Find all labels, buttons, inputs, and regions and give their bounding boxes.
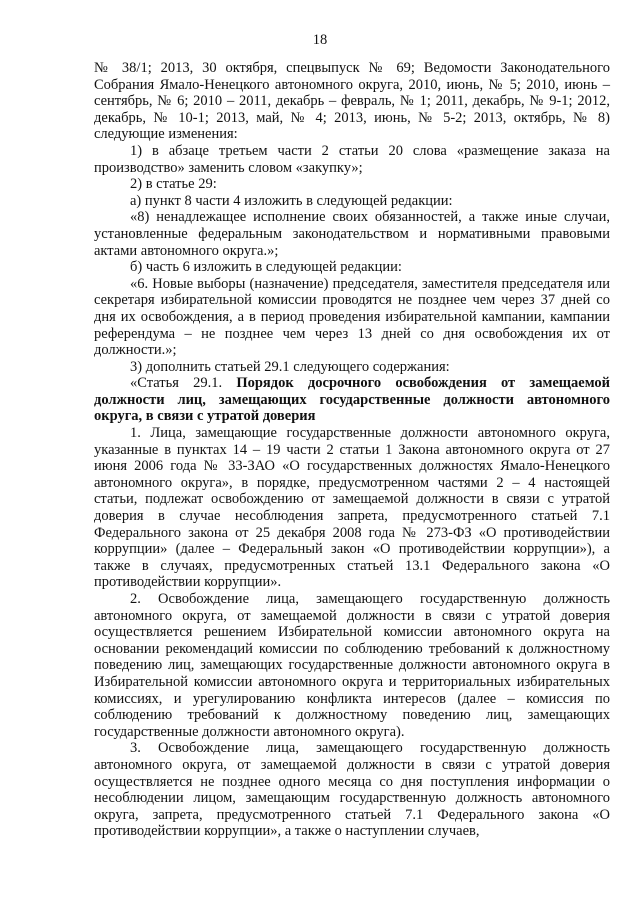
- clause-1: 1. Лица, замещающие государственные должности автономного округа, указанные в пунктах 14 – 19 части 2 статьи 1 Закона автономного округа от 27 июня 2006 года № 33-ЗАО «О государственных должностях Ямало-Ненецкого автономного округа», в порядке, предусмотренном частями 2 – 4 настоящей статьи, подлежат освобождению от замещаемой должности в связи с утратой доверия в случае несоблюдения запрета, предусмотренного статьей 7.1 Федерального закона от 25 декабря 2008 года № 273-ФЗ «О противодействии коррупции» (далее – Федеральный закон «О противодействии коррупции»), а также в случаях, предусмотренных статьей 13.1 Федерального закона «О противодействии коррупции».: [94, 425, 610, 591]
- paragraph-quote-8: «8) ненадлежащее исполнение своих обязанностей, а также иные случаи, установленные федеральным законодательством и нормативными правовыми актами автономного округа.»;: [94, 209, 610, 259]
- clause-3: 3. Освобождение лица, замещающего государственную должность автономного округа, от замещаемой должности в связи с утратой доверия осуществляется не позднее одного месяца со дня поступления информации о несоблюдении лицом, замещающим государственную должность автономного округа, запрета, предусмотренного статьей 7.1 Федерального закона «О противодействии коррупции», а также о наступлении случаев,: [94, 740, 610, 840]
- paragraph-item-2: 2) в статье 29:: [130, 176, 217, 193]
- paragraph-quote-6: «6. Новые выборы (назначение) председателя, заместителя председателя или секретаря избирательной комиссии проводятся не позднее чем через 37 дней со дня их освобождения, а в период проведения избирательной кампании, кампании референдума – не позднее чем через 13 дней со дня освобождения их от должности.»;: [94, 275, 610, 359]
- article-title: [94, 375, 610, 425]
- clause-2: 2. Освобождение лица, замещающего государственную должность автономного округа, от замещаемой должности в связи с утратой доверия осуществляется решением Избирательной комиссии автономного округа на основании рекомендаций комиссии по соблюдению требований к должностному поведению лиц, замещающих государственные должности автономного округа в Избирательной комиссии автономного округа и территориальных избирательных комиссиях, и урегулированию конфликта интересов (далее – комиссия по соблюдению требований к должностному поведению лиц, замещающих государственные должности автономного округа).: [94, 591, 610, 740]
- paragraph-item-3: 3) дополнить статьей 29.1 следующего содержания:: [130, 358, 450, 375]
- paragraph-item-1: 1) в абзаце третьем части 2 статьи 20 слова «размещение заказа на производство» заменить словом «закупку»;: [94, 142, 610, 176]
- paragraph-subitem-a: а) пункт 8 части 4 изложить в следующей редакции:: [130, 192, 453, 209]
- paragraph-subitem-b: б) часть 6 изложить в следующей редакции:: [130, 259, 402, 276]
- article-title-prefix: «Статья 29.1.: [130, 375, 237, 392]
- paragraph-continuation: № 38/1; 2013, 30 октября, спецвыпуск № 69; Ведомости Законодательного Собрания Ямало-Ненецкого автономного округа, 2010, июнь, № 5; 2010, июнь – сентябрь, № 6; 2010 – 2011, декабрь – февраль, № 1; 2011, декабрь, № 9-1; 2012, декабрь, № 10-1; 2013, май, № 4; 2013, июнь, № 5-2; 2013, октябрь, № 8) следующие изменения:: [94, 60, 610, 143]
- page-number: 18: [312, 32, 328, 48]
- article-title-bold: Порядок досрочного освобождения от замещаемой должности лиц, замещающих государственные должности автономного округа, в связи с утратой доверия: [94, 375, 610, 425]
- document-body: [94, 60, 610, 840]
